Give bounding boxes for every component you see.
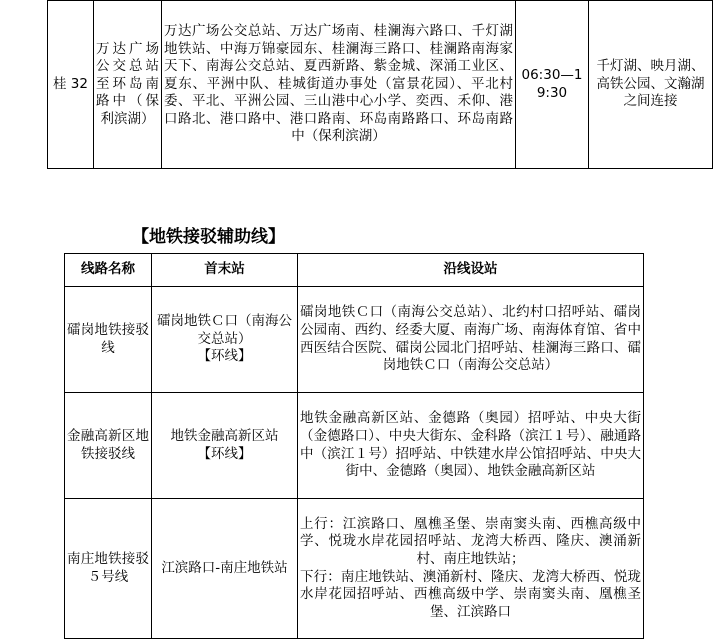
header-stops: 沿线设站	[298, 254, 644, 287]
terminals-text: 礌岗地铁Ｃ口（南海公交总站）	[157, 313, 292, 347]
route-number: 桂 32	[48, 1, 94, 169]
section-title: 【地铁接驳辅助线】	[132, 227, 285, 247]
header-line-name: 线路名称	[65, 254, 152, 287]
stops-down: 下行：南庄地铁站、澳涌新村、隆庆、龙湾大桥西、悦珑水岸花园招呼站、西樵高级中学、崇南窦头南、凰樵圣堡、江滨路口	[300, 568, 641, 620]
stops-up: 上行：江滨路口、凰樵圣堡、崇南窦头南、西樵高级中学、悦珑水岸花园招呼站、龙湾大桥西、隆庆、澳涌新村、南庄地铁站；	[300, 515, 641, 567]
terminals-text: 地铁金融高新区站	[170, 427, 279, 444]
table-row	[65, 287, 644, 393]
terminals-cell	[152, 393, 298, 499]
line-name: 礌岗地铁接驳线	[65, 287, 152, 393]
table-row	[48, 1, 713, 169]
header-terminals: 首末站	[152, 254, 298, 287]
route-table-top	[47, 0, 713, 169]
line-name: 南庄地铁接驳５号线	[65, 499, 152, 639]
line-name: 金融高新区地铁接驳线	[65, 393, 152, 499]
table-row	[65, 393, 644, 499]
route-note: 千灯湖、映月湖、高铁公园、文瀚湖之间连接	[589, 1, 713, 169]
terminals-cell: 江滨路口-南庄地铁站	[152, 499, 298, 639]
table-row	[65, 499, 644, 639]
terminals-cell	[152, 287, 298, 393]
loop-badge: 【环线】	[197, 445, 252, 462]
route-hours: 06:30—19:30	[516, 1, 589, 169]
stops-cell: 地铁金融高新区站、金德路（奥园）招呼站、中央大街（金德路口）、中央大街东、金科路（滨江１号）、融通路中（滨江１号）招呼站、中铁建水岸公馆招呼站、中央大街中、金德路（奥园）、地铁金融高新区站	[298, 393, 644, 499]
route-terminals: 万达广场公交总站至环岛南路中（保利滨湖）	[94, 1, 162, 169]
stops-cell: 礌岗地铁Ｃ口（南海公交总站）、北约村口招呼站、礌岗公园南、西约、经委大厦、南海广场、南海体育馆、省中西医结合医院、礌岗公园北门招呼站、桂澜海三路口、礌岗地铁Ｃ口（南海公交总站）	[298, 287, 644, 393]
route-stops: 万达广场公交总站、万达广场南、桂澜海六路口、千灯湖地铁站、中海万锦豪园东、桂澜海三路口、桂澜路南海家天下、南海公交总站、夏西新路、紫金城、深涌工业区、夏东、平洲中队、桂城街道办事处（富景花园）、平北村委、平北、平洲公园、三山港中心小学、奕西、禾仰、港口路北、港口路中、港口路南、环岛南路路口、环岛南路中（保利滨湖）	[162, 1, 516, 169]
table-header-row	[65, 254, 644, 287]
stops-cell	[298, 499, 644, 639]
loop-badge: 【环线】	[197, 348, 252, 365]
metro-feeder-table	[64, 253, 644, 639]
